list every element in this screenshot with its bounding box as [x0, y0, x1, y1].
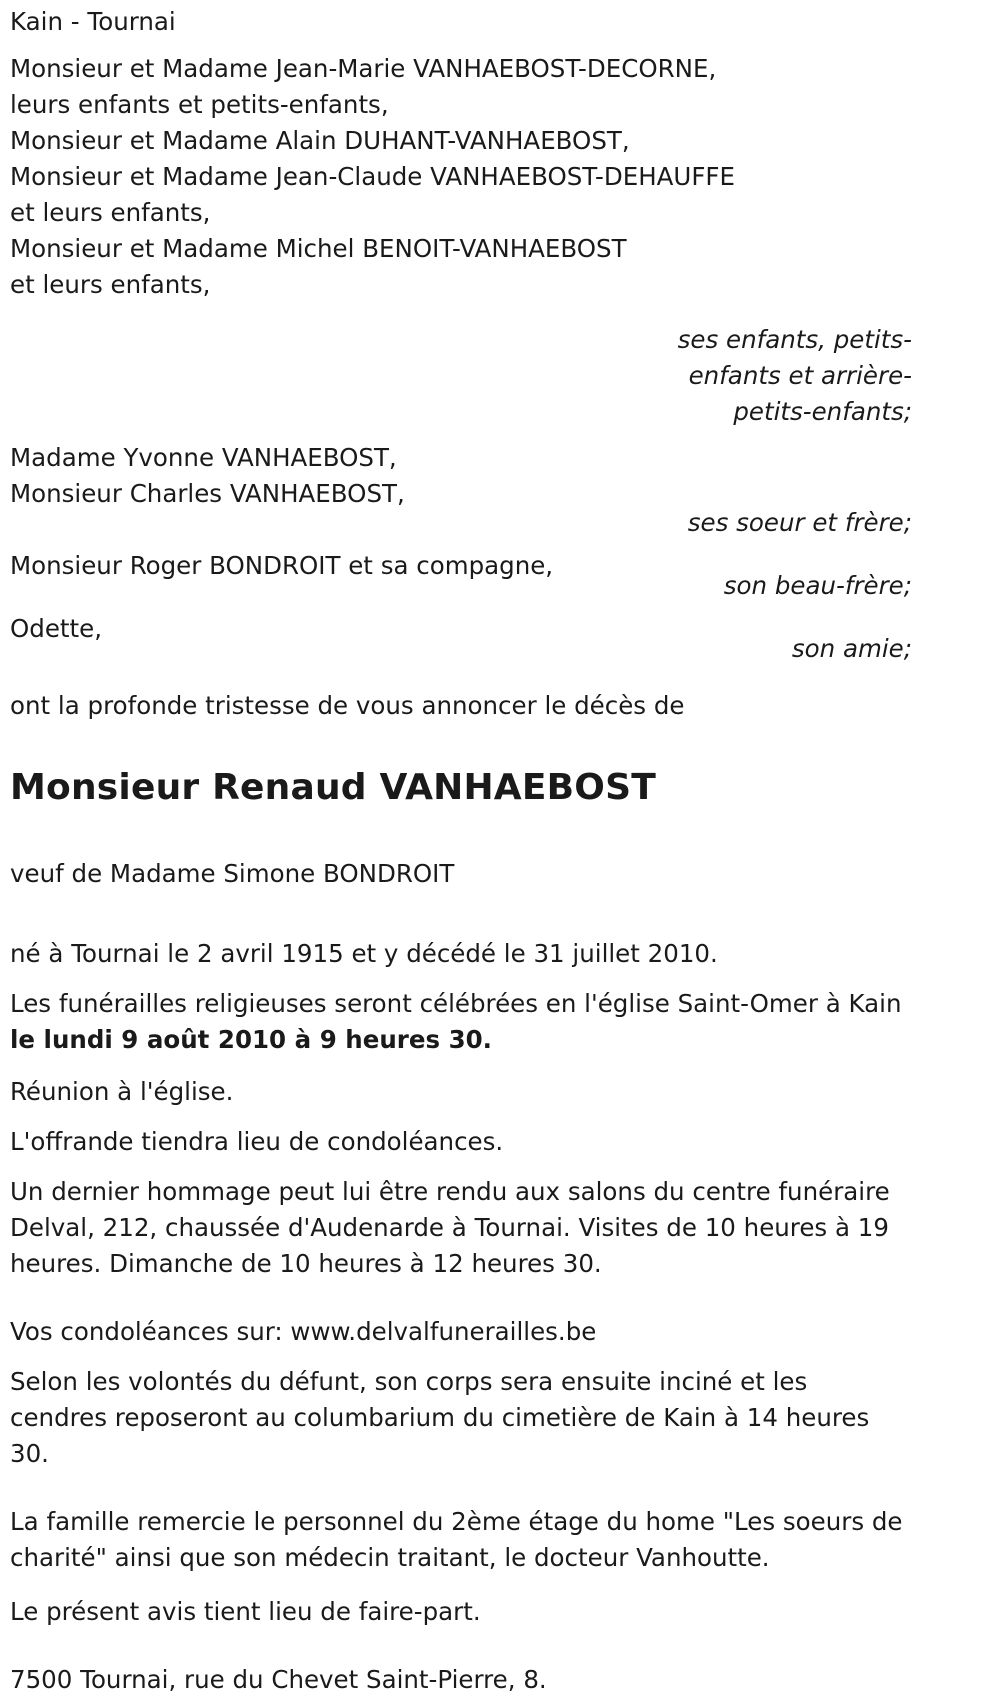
- thanks-line: charité" ainsi que son médecin traitant, le docteur Vanhoutte.: [10, 1543, 770, 1572]
- birth-death: né à Tournai le 2 avril 1915 et y décédé le 31 juillet 2010.: [10, 939, 718, 968]
- ceremony-text: Les funérailles religieuses seront célébrées en l'église Saint-Omer à Kain: [10, 989, 902, 1018]
- offering-text: L'offrande tiendra lieu de condoléances.: [10, 1127, 504, 1156]
- family-group-4: Odette,: [10, 614, 102, 643]
- family-line: leurs enfants et petits-enfants,: [10, 90, 389, 119]
- relation-children: [10, 322, 912, 430]
- meeting-text: Réunion à l'église.: [10, 1077, 234, 1106]
- family-group-1: [10, 51, 735, 303]
- relation-brother-in-law: son beau-frère;: [723, 571, 912, 600]
- deceased-name: Monsieur Renaud VANHAEBOST: [10, 767, 656, 808]
- family-line: Monsieur et Madame Jean-Claude VANHAEBOST-DEHAUFFE: [10, 162, 735, 191]
- family-line: Madame Yvonne VANHAEBOST,: [10, 443, 397, 472]
- ceremony-date: le lundi 9 août 2010 à 9 heures 30.: [10, 1025, 492, 1054]
- condolences-text: Vos condoléances sur: www.delvalfunerailles.be: [10, 1317, 597, 1346]
- widow-of: veuf de Madame Simone BONDROIT: [10, 859, 455, 888]
- family-group-2: [10, 440, 405, 512]
- family-line: et leurs enfants,: [10, 198, 211, 227]
- funeral-ceremony: [10, 986, 902, 1058]
- tribute-line: Un dernier hommage peut lui être rendu aux salons du centre funéraire: [10, 1177, 890, 1206]
- relation-line: petits-enfants;: [733, 397, 912, 426]
- notice-text: Le présent avis tient lieu de faire-part.: [10, 1597, 481, 1626]
- family-group-3: Monsieur Roger BONDROIT et sa compagne,: [10, 551, 554, 580]
- family-line: Monsieur et Madame Michel BENOIT-VANHAEBOST: [10, 234, 627, 263]
- cremation-line: Selon les volontés du défunt, son corps sera ensuite inciné et les: [10, 1367, 808, 1396]
- cremation-text: [10, 1364, 869, 1472]
- relation-line: enfants et arrière-: [688, 361, 912, 390]
- relation-siblings: ses soeur et frère;: [687, 508, 912, 537]
- family-line: Monsieur et Madame Alain DUHANT-VANHAEBOST,: [10, 126, 630, 155]
- place-header: Kain - Tournai: [10, 7, 176, 36]
- tribute-text: [10, 1174, 890, 1282]
- address-text: 7500 Tournai, rue du Chevet Saint-Pierre, 8.: [10, 1665, 547, 1694]
- thanks-text: [10, 1504, 903, 1576]
- family-line: et leurs enfants,: [10, 270, 211, 299]
- family-line: Monsieur et Madame Jean-Marie VANHAEBOST-DECORNE,: [10, 54, 717, 83]
- announcement-text: ont la profonde tristesse de vous annoncer le décès de: [10, 691, 685, 720]
- thanks-line: La famille remercie le personnel du 2ème étage du home "Les soeurs de: [10, 1507, 903, 1536]
- relation-friend: son amie;: [791, 634, 912, 663]
- cremation-line: cendres reposeront au columbarium du cimetière de Kain à 14 heures: [10, 1403, 870, 1432]
- relation-line: ses enfants, petits-: [677, 325, 912, 354]
- cremation-line: 30.: [10, 1439, 49, 1468]
- family-line: Monsieur Charles VANHAEBOST,: [10, 479, 405, 508]
- tribute-line: Delval, 212, chaussée d'Audenarde à Tournai. Visites de 10 heures à 19: [10, 1213, 889, 1242]
- tribute-line: heures. Dimanche de 10 heures à 12 heures 30.: [10, 1249, 602, 1278]
